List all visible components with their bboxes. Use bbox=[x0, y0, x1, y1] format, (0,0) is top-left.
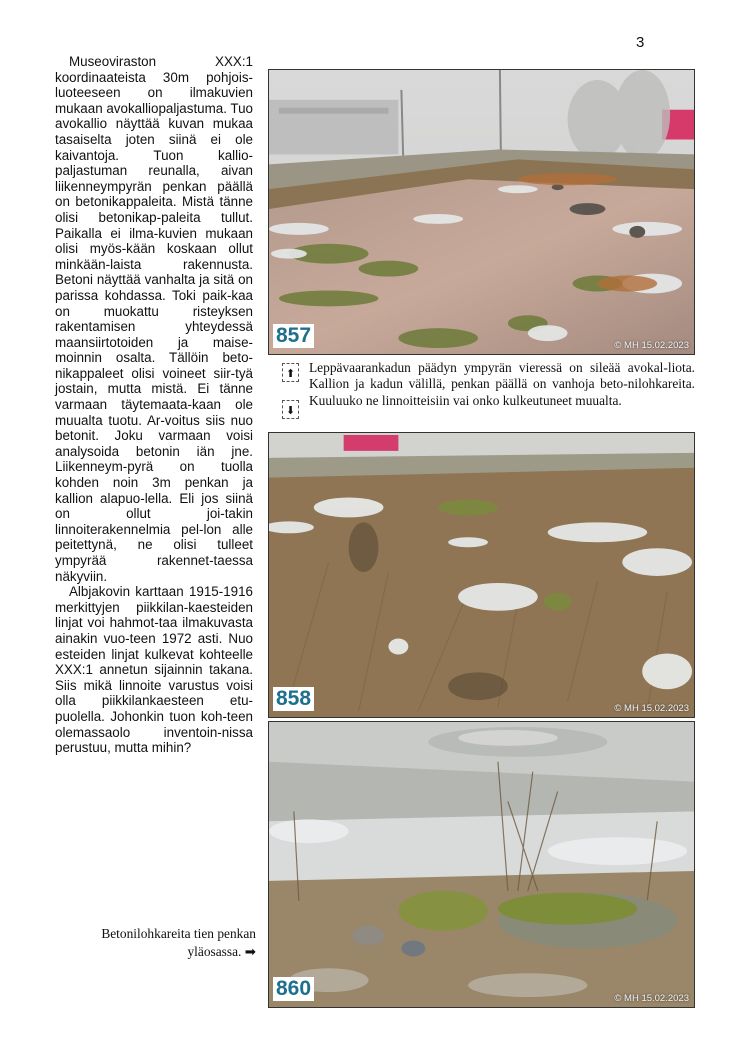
photo-caption-bottom bbox=[58, 925, 256, 962]
photo-copyright: © MH 15.02.2023 bbox=[614, 993, 689, 1004]
body-paragraph-2: Albjakovin karttaan 1915-1916 merkittyjen piikkilan-kaesteiden linjat voi hahmot-taa ilmakuvasta ainakin vuo-teen 1972 asti. Nuo esteiden linjat kulkevat kohteelle XXX:1 annetun sijainnin takana. Siis mikä linnoite varustus voisi olla piikkilankaesteen etu-puolella. Johonkin tuon koh-teen olemassaolo inventoin-nissa perustuu, mutta mihin? bbox=[55, 584, 253, 756]
photo-857-image bbox=[269, 70, 694, 354]
photo-860-image bbox=[269, 722, 694, 1007]
photo-copyright: © MH 15.02.2023 bbox=[614, 703, 689, 714]
body-text bbox=[55, 54, 253, 756]
arrow-down-icon: ⬇ bbox=[282, 400, 299, 419]
caption-bottom-line1: Betonilohkareita tien penkan bbox=[101, 926, 256, 941]
photo-858-image bbox=[269, 433, 694, 717]
photo-number: 857 bbox=[273, 324, 314, 348]
arrow-up-icon: ⬆ bbox=[282, 363, 299, 382]
photo-858 bbox=[268, 432, 695, 718]
caption-bottom-line2: yläosassa. bbox=[187, 944, 242, 959]
photo-number: 860 bbox=[273, 977, 314, 1001]
photo-857 bbox=[268, 69, 695, 355]
page-number: 3 bbox=[636, 34, 645, 51]
photo-caption-top bbox=[282, 360, 695, 426]
arrow-right-icon: ➡ bbox=[244, 945, 256, 960]
photo-number: 858 bbox=[273, 687, 314, 711]
photo-860 bbox=[268, 721, 695, 1008]
photo-copyright: © MH 15.02.2023 bbox=[614, 340, 689, 351]
caption-top-text: Leppävaarankadun päädyn ympyrän vieressä on sileää avokal-liota. Kallion ja kadun välillä, penkan päällä on vanhoja beto-nilohkareita. Kuuluuko ne linnoitteisiin vai onko kulkeutuneet muualta. bbox=[309, 360, 695, 408]
body-paragraph-1: Museoviraston XXX:1 koordinaateista 30m pohjois-luoteeseen on ilmakuvien mukaan avokalliopaljastuma. Tuo avokallio näyttää kuvan mukaa tasaiselta joten siinä ei ole kaivantoja. Tuon kallio-paljastuman reunalla, aivan liikenneympyrän penkan päällä on betonikappaleita. Mistä tänne olisi betonikap-paleita tullut. Paikalla ei ilma-kuvien mukaan olisi myös-kään koskaan ollut minkään-laista rakennusta. Betoni näyttää vanhalta ja sitä on parissa kohdassa. Toki paik-kaa on muokattu risteyksen rakentamisen yhteydessä maansiirtotoiden ja maise-moinnin osalta. Tällöin beto-nikappaleet olisi voineet siir-tyä jostain, mutta mistä. Ei tänne varmaan täytemaata-kaan ole muualta tuotu. Ar-voitus siis nuo betonit. Joku varmaan voisi analysoida betonin iän jne. Liikenneym-pyrä on tuolla kohden noin 3m penkan ja kallion alapuo-lella. Eli jos siinä on ollut joi-takin linnoiterakennelmia pel-lon alle peitettynä, ne olisi tulleet ympyrää rakennet-taessa näkyviin. bbox=[55, 54, 253, 584]
